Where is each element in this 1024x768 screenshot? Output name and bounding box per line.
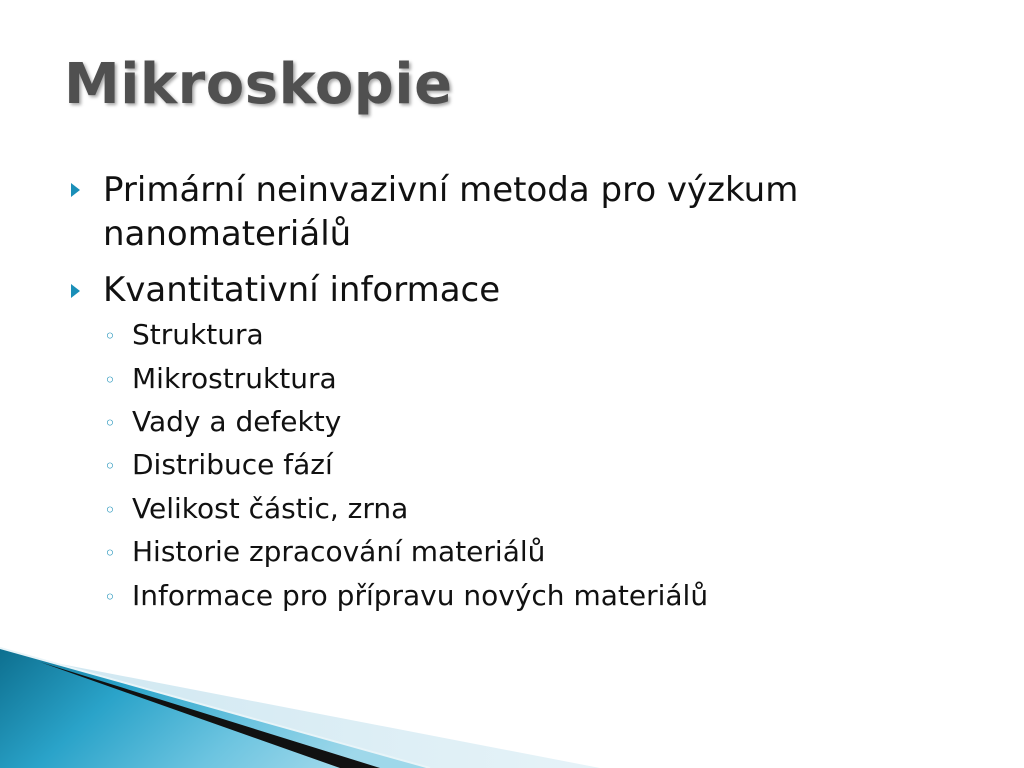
slide-title: Mikroskopie xyxy=(64,52,453,117)
circle-outline-icon: ◦ xyxy=(104,454,116,478)
circle-outline-icon: ◦ xyxy=(104,411,116,435)
sub-item-velikost: Velikost částic, zrna xyxy=(132,492,409,525)
list-item-primary-method: Primární neinvazivní metoda pro výzkum nanomateriálů xyxy=(103,170,799,254)
sub-item-distribuce: Distribuce fází xyxy=(132,448,333,481)
sub-item-mikrostruktura: Mikrostruktura xyxy=(132,362,337,395)
sub-item-informace: Informace pro přípravu nových materiálů xyxy=(132,579,709,612)
circle-outline-icon: ◦ xyxy=(104,541,116,565)
sub-item-struktura: Struktura xyxy=(132,318,264,351)
list-item-quantitative-info: Kvantitativní informace xyxy=(103,270,501,310)
sub-item-historie: Historie zpracování materiálů xyxy=(132,535,546,568)
circle-outline-icon: ◦ xyxy=(104,498,116,522)
circle-outline-icon: ◦ xyxy=(104,585,116,609)
circle-outline-icon: ◦ xyxy=(104,324,116,348)
circle-outline-icon: ◦ xyxy=(104,368,116,392)
sub-item-vady: Vady a defekty xyxy=(132,405,342,438)
